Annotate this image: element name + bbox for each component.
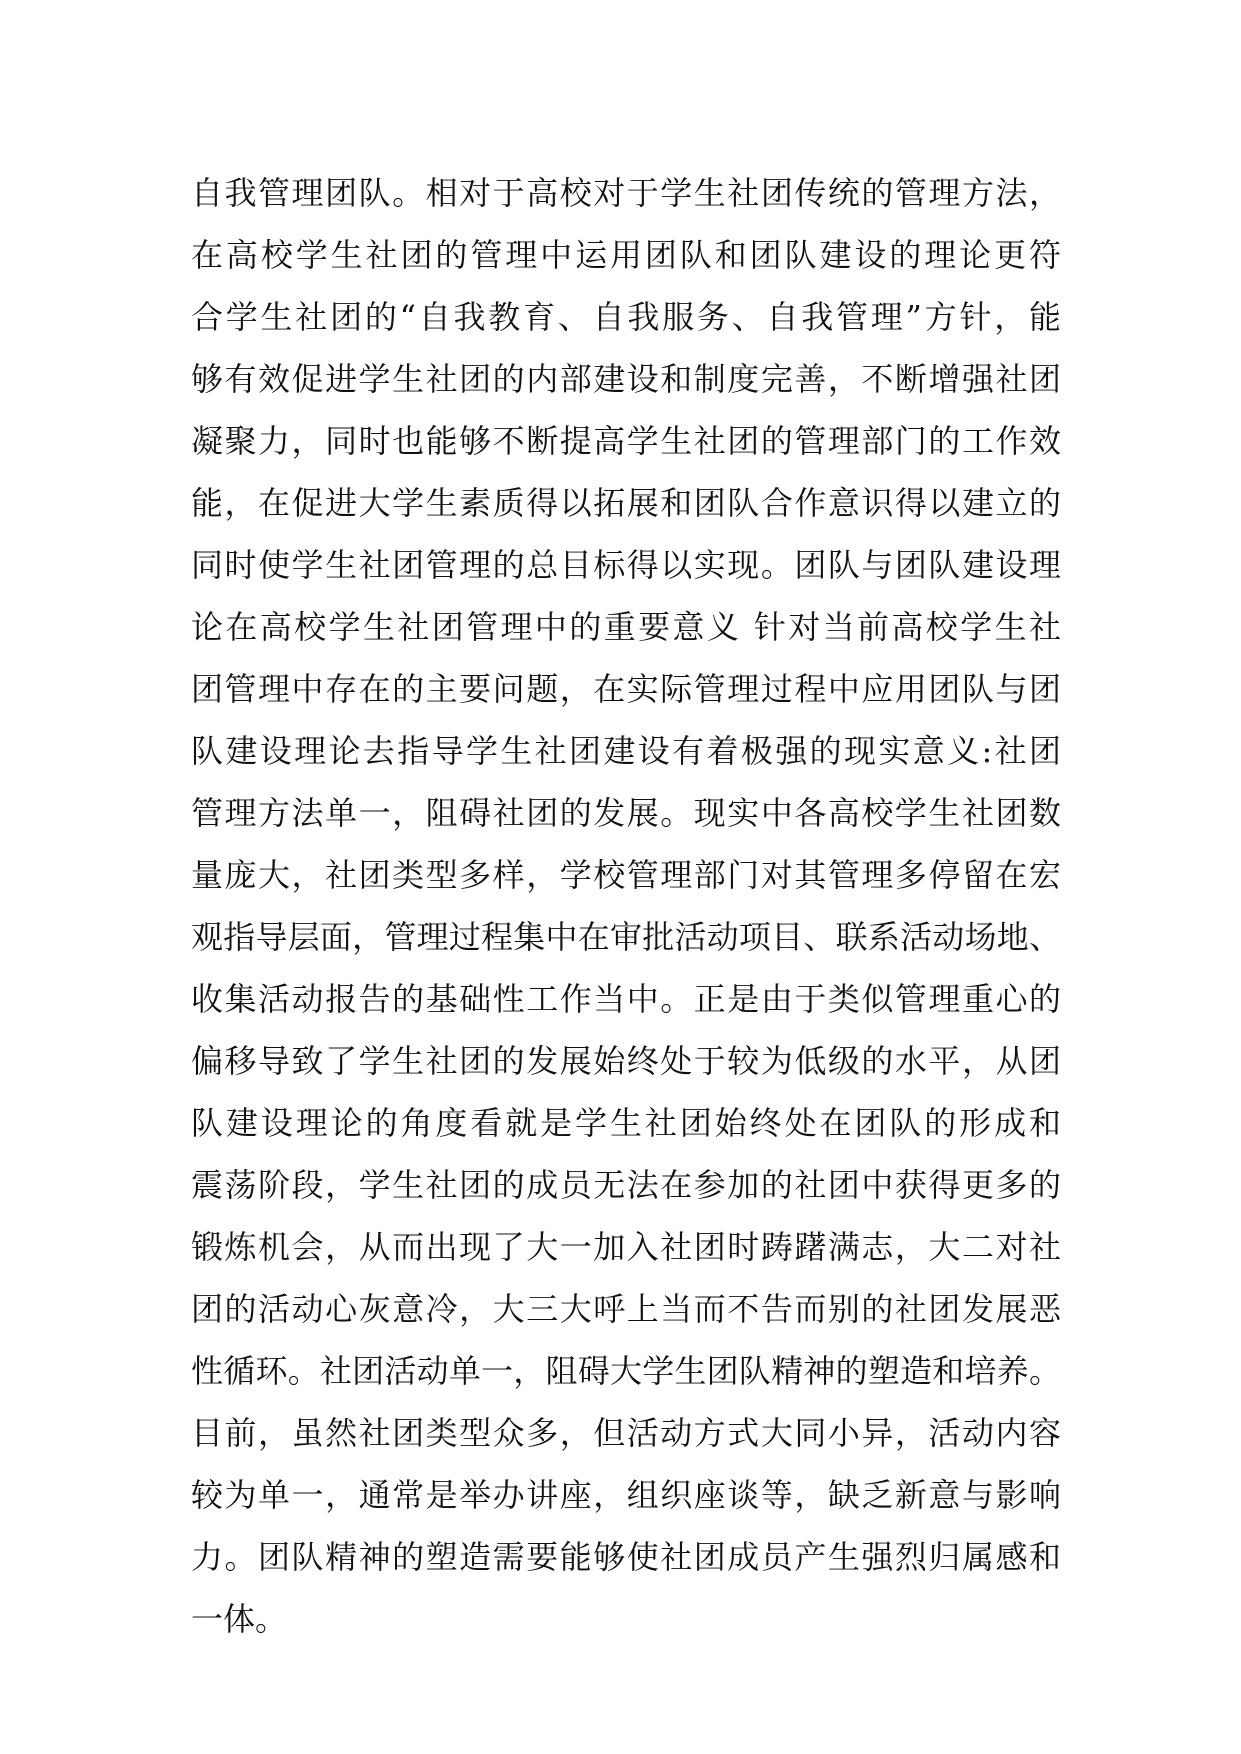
text-line-11: 管理方法单一，阻碍社团的发展。现实中各高校学生社团数 <box>191 794 1061 832</box>
body-text <box>191 162 1061 1650</box>
text-line-23: 力。团队精神的塑造需要能够使社团成员产生强烈归属感和 <box>191 1538 1061 1576</box>
text-line-9: 团管理中存在的主要问题，在实际管理过程中应用团队与团 <box>191 670 1061 708</box>
text-line-8: 论在高校学生社团管理中的重要意义 针对当前高校学生社 <box>191 608 1061 646</box>
text-line-4: 够有效促进学生社团的内部建设和制度完善，不断增强社团 <box>191 360 1061 398</box>
text-line-17: 震荡阶段，学生社团的成员无法在参加的社团中获得更多的 <box>191 1166 1061 1204</box>
text-line-13: 观指导层面，管理过程集中在审批活动项目、联系活动场地、 <box>191 918 1061 956</box>
text-line-10: 队建设理论去指导学生社团建设有着极强的现实意义:社团 <box>191 732 1061 770</box>
text-line-12: 量庞大，社团类型多样，学校管理部门对其管理多停留在宏 <box>191 856 1061 894</box>
text-line-20: 性循环。社团活动单一，阻碍大学生团队精神的塑造和培养。 <box>191 1352 1061 1390</box>
text-line-7: 同时使学生社团管理的总目标得以实现。团队与团队建设理 <box>191 546 1061 584</box>
text-line-19: 团的活动心灰意冷，大三大呼上当而不告而别的社团发展恶 <box>191 1290 1061 1328</box>
text-line-21: 目前，虽然社团类型众多，但活动方式大同小异，活动内容 <box>191 1414 1061 1452</box>
text-line-14: 收集活动报告的基础性工作当中。正是由于类似管理重心的 <box>191 980 1061 1018</box>
text-line-16: 队建设理论的角度看就是学生社团始终处在团队的形成和 <box>191 1104 1061 1142</box>
text-line-6: 能，在促进大学生素质得以拓展和团队合作意识得以建立的 <box>191 484 1061 522</box>
text-line-2: 在高校学生社团的管理中运用团队和团队建设的理论更符 <box>191 236 1061 274</box>
text-line-3: 合学生社团的“自我教育、自我服务、自我管理”方针，能 <box>191 298 1061 336</box>
text-line-5: 凝聚力，同时也能够不断提高学生社团的管理部门的工作效 <box>191 422 1061 460</box>
text-line-18: 锻炼机会，从而出现了大一加入社团时踌躇满志，大二对社 <box>191 1228 1061 1266</box>
text-line-22: 较为单一，通常是举办讲座，组织座谈等，缺乏新意与影响 <box>191 1476 1061 1514</box>
text-line-24: 一体。 <box>191 1600 288 1638</box>
text-line-1: 自我管理团队。相对于高校对于学生社团传统的管理方法， <box>191 174 1061 212</box>
text-line-15: 偏移导致了学生社团的发展始终处于较为低级的水平，从团 <box>191 1042 1061 1080</box>
